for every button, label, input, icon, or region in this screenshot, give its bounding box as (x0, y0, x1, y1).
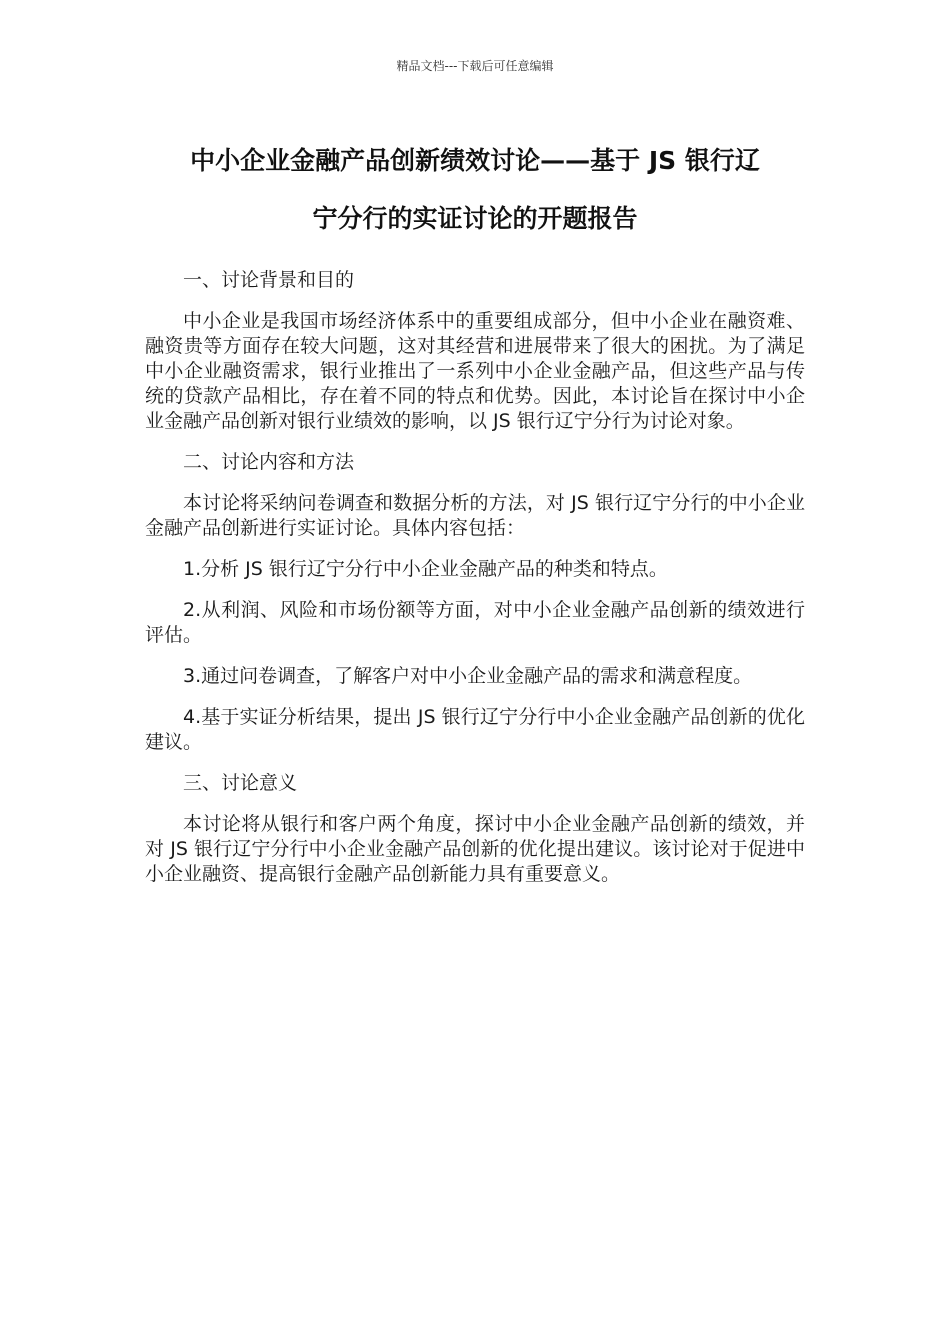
section-heading-significance: 三、讨论意义 (183, 772, 298, 794)
section-heading-background: 一、讨论背景和目的 (183, 269, 355, 291)
list-item-2: 2.从利润、风险和市场份额等方面，对中小企业金融产品创新的绩效进行评估。 (145, 599, 805, 646)
document-body (145, 268, 805, 903)
title-line-1: 中小企业金融产品创新绩效讨论——基于 JS 银行辽 (190, 146, 760, 175)
list-item-4: 4.基于实证分析结果，提出 JS 银行辽宁分行中小企业金融产品创新的优化建议。 (145, 706, 805, 753)
document-title (140, 132, 810, 248)
paragraph-significance: 本讨论将从银行和客户两个角度，探讨中小企业金融产品创新的绩效，并对 JS 银行辽宁分行中小企业金融产品创新的优化提出建议。该讨论对于促进中小企业融资、提高银行金融产品创新能力具有重要意义。 (145, 813, 805, 885)
list-item-3: 3.通过问卷调查，了解客户对中小企业金融产品的需求和满意程度。 (183, 665, 753, 687)
header-note: 精品文档---下载后可任意编辑 (396, 59, 554, 73)
title-line-2: 宁分行的实证讨论的开题报告 (312, 204, 638, 233)
paragraph-background: 中小企业是我国市场经济体系中的重要组成部分，但中小企业在融资难、融资贵等方面存在较大问题，这对其经营和进展带来了很大的困扰。为了满足中小企业融资需求，银行业推出了一系列中小企业金融产品，但这些产品与传统的贷款产品相比，存在着不同的特点和优势。因此，本讨论旨在探讨中小企业金融产品创新对银行业绩效的影响，以 JS 银行辽宁分行为讨论对象。 (145, 310, 805, 432)
section-heading-content-method: 二、讨论内容和方法 (183, 451, 355, 473)
paragraph-content-method: 本讨论将采纳问卷调查和数据分析的方法，对 JS 银行辽宁分行的中小企业金融产品创新进行实证讨论。具体内容包括： (145, 492, 805, 539)
list-item-1: 1.分析 JS 银行辽宁分行中小企业金融产品的种类和特点。 (183, 558, 668, 580)
